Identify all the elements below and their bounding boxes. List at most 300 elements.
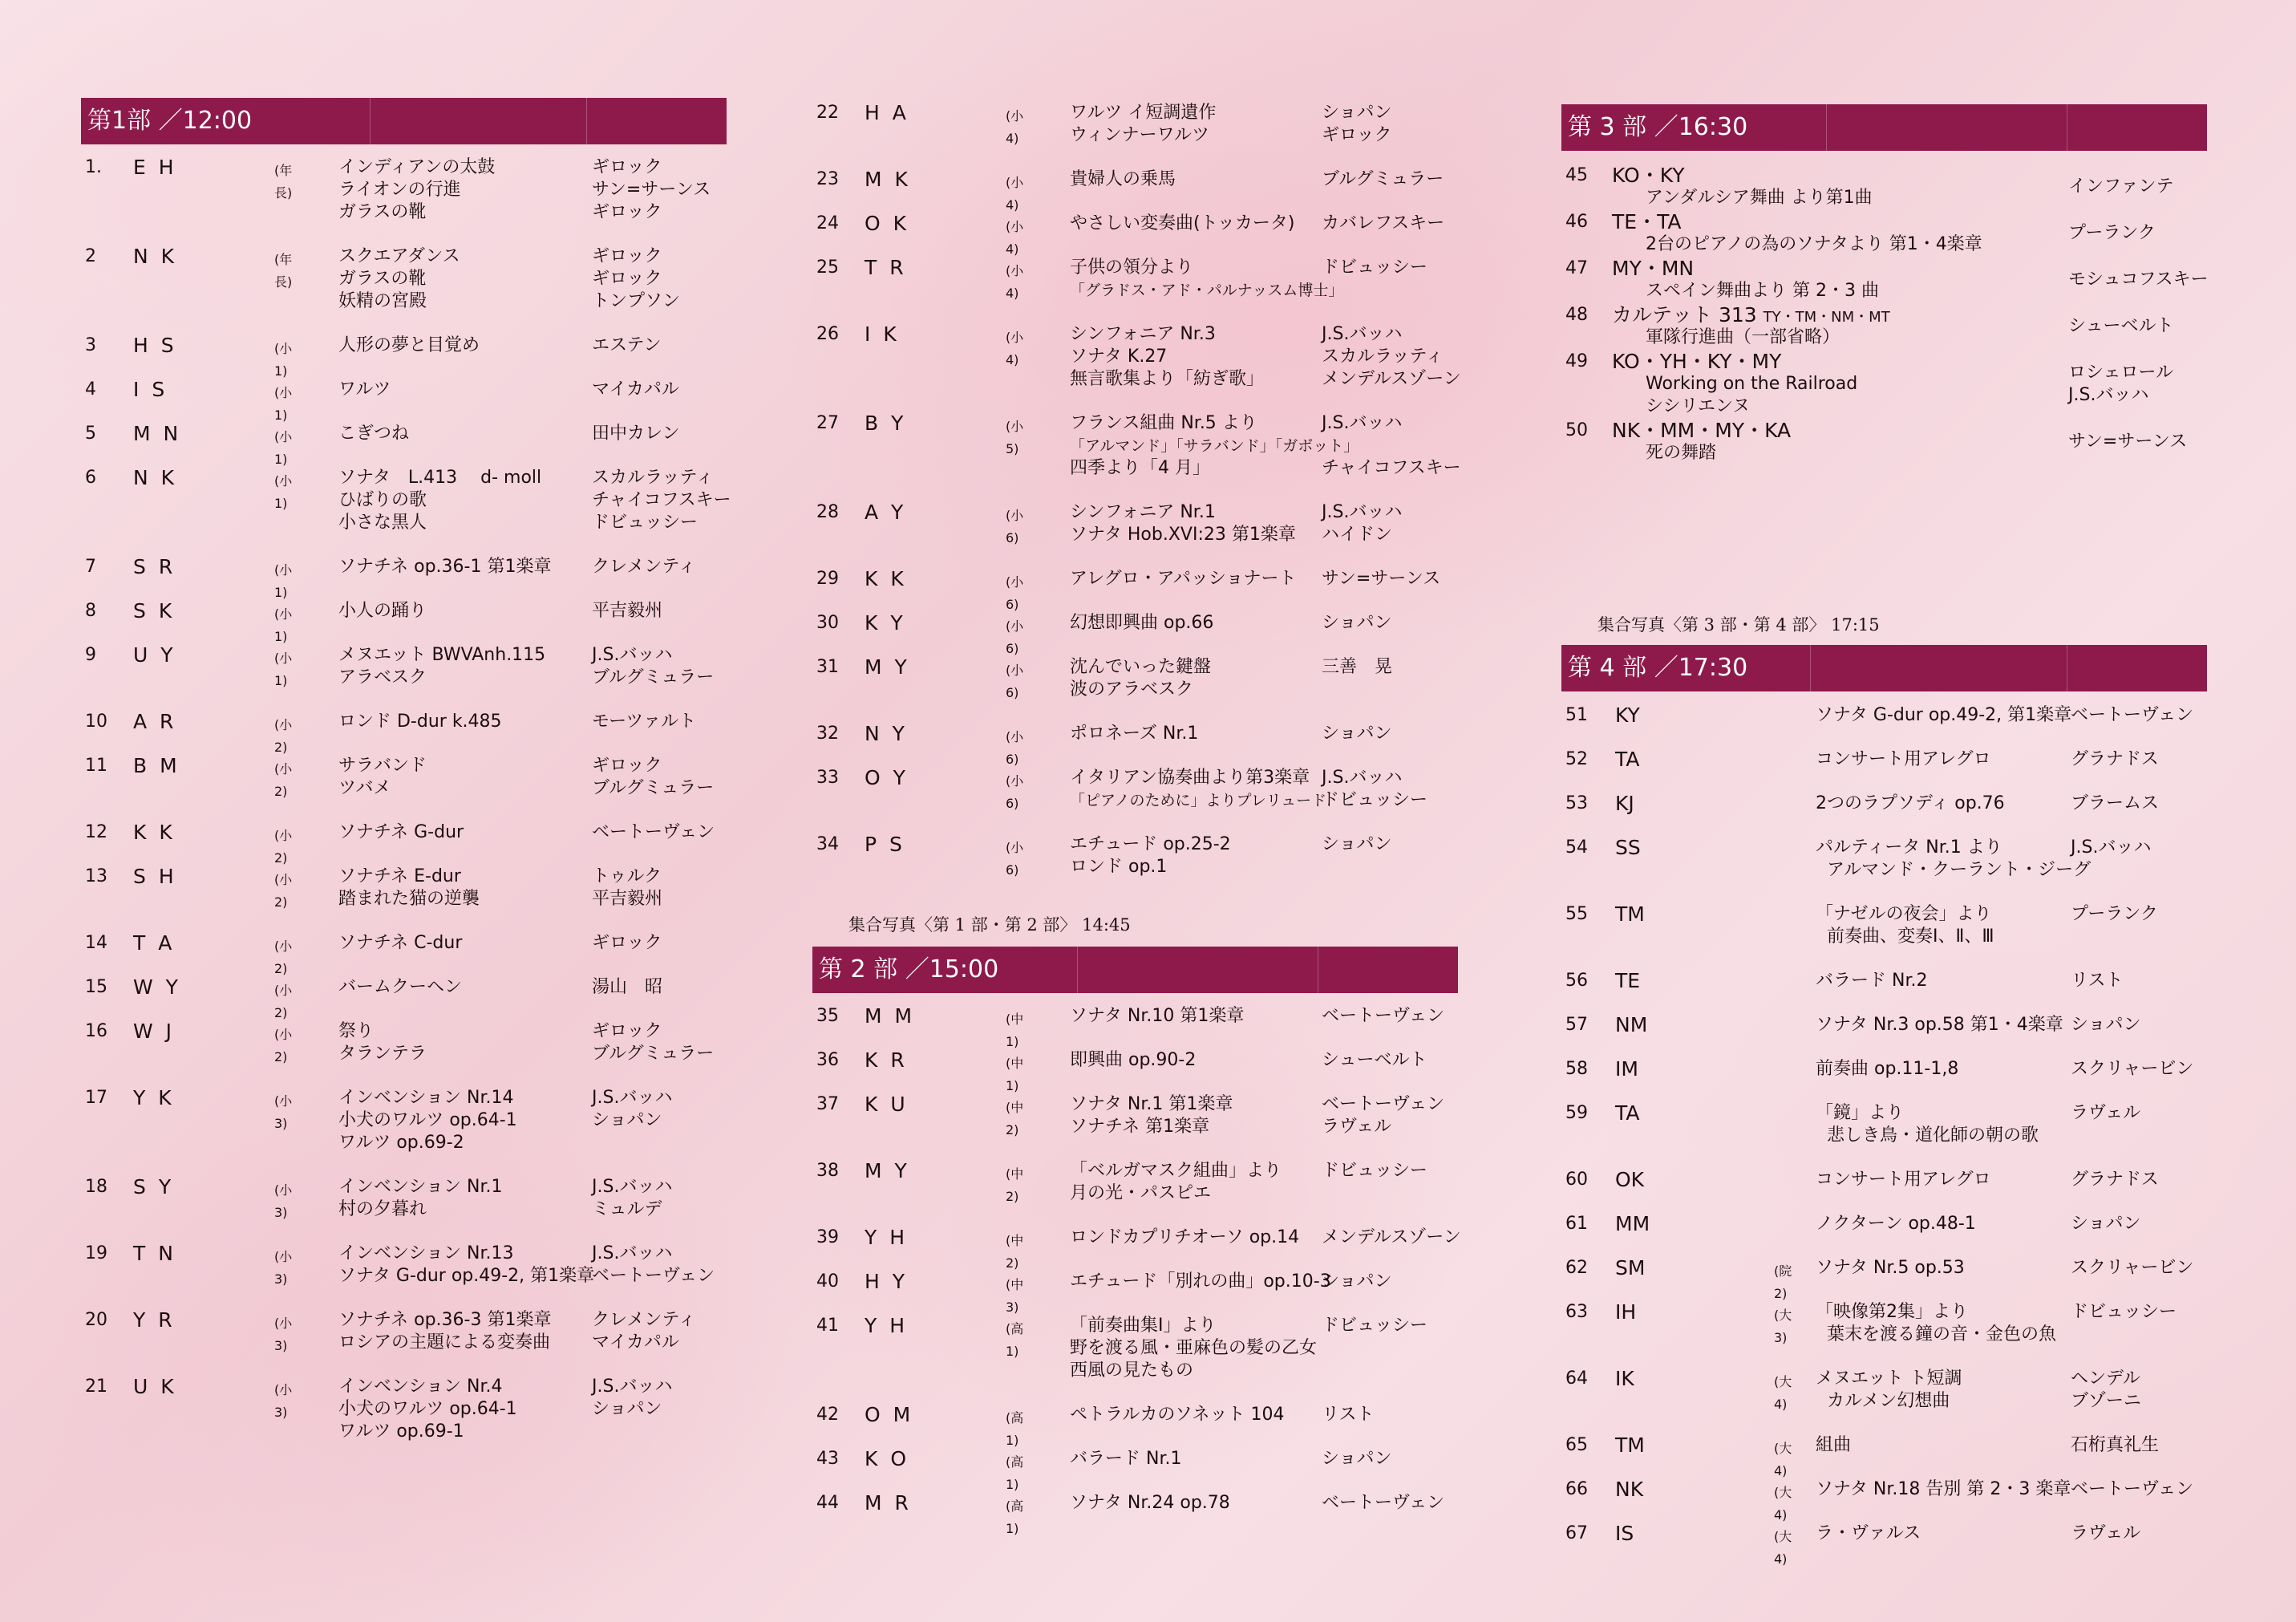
performer-initials <box>1615 1434 1645 1457</box>
piece-list <box>338 245 460 313</box>
composer-name: ブルグミュラー <box>592 667 715 687</box>
piece-title: やさしい変奏曲(トッカータ) <box>1070 213 1295 233</box>
entry-number: 60 <box>1565 1170 1588 1190</box>
performer-initials <box>133 976 181 999</box>
piece-list <box>1070 1049 1196 1072</box>
grade-label: (小 4) <box>1006 219 1024 257</box>
piece-list <box>1070 102 1216 147</box>
grade-label: (中 2) <box>1006 1100 1024 1137</box>
composer-name: ドビュッシー <box>592 513 699 533</box>
performer-initials-text: Y H <box>865 1226 909 1249</box>
piece-title: 沈んでいった鍵盤 <box>1070 657 1212 677</box>
piece-list <box>338 156 495 224</box>
piece-list <box>1070 1227 1299 1249</box>
group-photo-note-1: 集合写真〈第 1 部・第 2 部〉 14:45 <box>848 915 1131 935</box>
composer-list <box>1322 1093 1444 1138</box>
performer-initials-text: I K <box>865 322 900 346</box>
piece-list <box>338 821 464 844</box>
performer-initials-text: NM <box>1615 1013 1648 1036</box>
performer-initials <box>133 644 176 667</box>
piece-title: ソナチネ G-dur <box>338 822 464 842</box>
performer-initials-text: B M <box>133 754 180 777</box>
composer-name: ヘンデル <box>2071 1369 2140 1389</box>
performer-initials <box>865 767 909 789</box>
piece-title: 月の光・パスピエ <box>1070 1183 1212 1203</box>
piece-list <box>1816 1478 2071 1501</box>
performer-initials-text: O M <box>865 1403 914 1426</box>
composer-name: ギロック <box>592 269 662 289</box>
entry-number: 44 <box>816 1493 839 1513</box>
composer-list <box>592 335 661 357</box>
piece-list <box>338 866 480 910</box>
piece-title: ロンド op.1 <box>1070 857 1168 877</box>
composer-name: ブラームス <box>2071 793 2160 813</box>
entry-number: 53 <box>1565 793 1588 813</box>
performer-initials-text: H S <box>133 334 177 357</box>
composer-list <box>1322 568 1440 590</box>
performer-initials <box>1615 1301 1636 1324</box>
composer-name: ショパン <box>592 1399 662 1419</box>
performer-initials <box>865 1160 910 1182</box>
piece-list <box>1646 442 1716 464</box>
composer-name: カバレフスキー <box>1322 213 1445 233</box>
performer-initials <box>133 711 176 733</box>
performer-initials <box>1615 1102 1639 1125</box>
grade-label: (中 2) <box>1006 1166 1024 1204</box>
composer-list <box>592 644 714 689</box>
performer-initials-text: K R <box>865 1048 908 1072</box>
performer-initials <box>1612 420 1791 442</box>
piece-title: ソナタ L.413 d- moll <box>338 468 542 488</box>
composer-name: ショパン <box>2071 1015 2141 1035</box>
entry-number: 26 <box>816 324 839 344</box>
performer-initials-text: O Y <box>865 766 909 789</box>
composer-list <box>592 556 696 578</box>
grade-label: (中 3) <box>1006 1277 1024 1315</box>
section-header-part1 <box>81 98 727 144</box>
composer-name: ギロック <box>592 157 662 177</box>
piece-list <box>1646 280 1879 302</box>
composer-name: ドビュッシー <box>1322 790 1428 810</box>
piece-title: ロンドカプリチオーソ op.14 <box>1070 1227 1300 1247</box>
entry-number: 46 <box>1565 212 1588 232</box>
performer-initials <box>865 1005 915 1028</box>
entry-number: 56 <box>1565 971 1588 991</box>
performer-initials <box>865 1049 908 1072</box>
piece-title: ソナタ G-dur op.49-2, 第1楽章 <box>1816 705 2072 725</box>
piece-list <box>1070 1005 1244 1028</box>
composer-list <box>2071 1434 2159 1457</box>
performer-initials-text: N Y <box>865 722 908 745</box>
performer-initials <box>865 723 908 745</box>
piece-list <box>1070 1448 1181 1470</box>
composer-name: ブルグミュラー <box>592 1044 715 1064</box>
composer-name: ラヴェル <box>2071 1523 2141 1543</box>
performer-initials-text: M M <box>865 1004 916 1028</box>
piece-title: コンサート用アレグロ <box>1816 1170 1991 1190</box>
performer-initials-text: M R <box>865 1491 912 1515</box>
piece-list <box>1646 233 1982 256</box>
piece-title: 「アルマンド」「サラバンド」「ガボット」 <box>1070 437 1359 455</box>
piece-list <box>338 335 480 357</box>
entry-number: 16 <box>85 1021 107 1041</box>
performer-initials-text: TA <box>1615 748 1640 771</box>
composer-list <box>2071 1014 2141 1036</box>
performer-initials-text: Y K <box>133 1086 175 1109</box>
composer-name: ショパン <box>1322 834 1392 854</box>
entry-number: 39 <box>816 1227 839 1247</box>
piece-title: ソナチネ 第1楽章 <box>1070 1117 1210 1137</box>
piece-title: シンフォニア Nr.1 <box>1070 502 1216 522</box>
performer-initials <box>133 1243 176 1265</box>
composer-list <box>2071 1301 2177 1346</box>
piece-title: 西風の見たもの <box>1070 1360 1194 1381</box>
composer-list <box>1322 168 1444 191</box>
grade-label: (小1) <box>274 385 293 423</box>
piece-list <box>338 1176 502 1221</box>
composer-name: ブゾーニ <box>2071 1391 2142 1411</box>
entry-number: 43 <box>816 1449 839 1469</box>
piece-list <box>338 755 427 800</box>
entry-number: 9 <box>85 645 96 665</box>
piece-list <box>1070 323 1264 391</box>
composer-list <box>2071 1058 2193 1081</box>
piece-list <box>1646 373 1857 418</box>
entry-number: 35 <box>816 1006 839 1026</box>
piece-title: 小人の踊り <box>338 601 427 621</box>
composer-name: シューベルト <box>2068 316 2174 336</box>
performer-initials-text: A Y <box>865 501 907 524</box>
piece-list <box>338 932 462 955</box>
piece-title: ワルツ <box>338 379 391 399</box>
performer-initials <box>1615 1213 1650 1235</box>
piece-title: 小犬のワルツ op.64-1 <box>338 1110 517 1130</box>
piece-title: ペトラルカのソネット 104 <box>1070 1405 1285 1425</box>
grade-label: (大 4) <box>1774 1374 1792 1412</box>
composer-list <box>1322 323 1461 391</box>
piece-title: スクエアダンス <box>338 246 460 266</box>
piece-list <box>1070 1404 1284 1426</box>
performer-initials <box>133 1309 176 1332</box>
performer-initials <box>1615 748 1639 771</box>
piece-title: ソナチネ E-dur <box>338 866 461 886</box>
performer-initials-text: H Y <box>865 1270 909 1293</box>
composer-name: ギロック <box>592 1021 662 1041</box>
performer-initials-text: A R <box>133 710 177 733</box>
piece-title: 前奏曲 op.11-1,8 <box>1816 1059 1959 1079</box>
piece-title: 祭り <box>338 1021 375 1041</box>
performer-initials-text: Y R <box>133 1308 176 1332</box>
piece-title: ソナチネ C-dur <box>338 933 463 953</box>
grade-label: (小2) <box>274 872 293 910</box>
composer-name: ハイドン <box>1322 525 1393 545</box>
entry-number: 15 <box>85 977 107 997</box>
piece-title: 子供の領分より <box>1070 257 1194 278</box>
piece-title: ワルツ op.69-2 <box>338 1133 464 1153</box>
performer-initials <box>865 1315 908 1337</box>
piece-title: ソナタ Nr.10 第1楽章 <box>1070 1006 1245 1026</box>
piece-title: コンサート用アレグロ <box>1816 749 1991 769</box>
composer-name <box>1322 435 1461 457</box>
grade-label: (小 4) <box>1006 330 1024 367</box>
piece-title: 即興曲 op.90-2 <box>1070 1050 1197 1070</box>
performer-members: TY・TM・NM・MT <box>1763 309 1890 326</box>
grade-label: (小1) <box>274 606 293 644</box>
entry-number: 11 <box>85 756 107 776</box>
composer-name: プーランク <box>2068 223 2156 243</box>
performer-initials-text: IH <box>1615 1300 1637 1324</box>
grade-label: (年長) <box>274 163 293 201</box>
performer-initials <box>133 866 177 888</box>
piece-title: インベンション Nr.4 <box>338 1377 503 1397</box>
piece-list <box>1070 656 1211 701</box>
composer-list <box>592 600 662 622</box>
performer-initials-text: T R <box>865 256 907 279</box>
performer-initials-text: カルテット 313 <box>1612 303 1757 326</box>
piece-title: ラ・ヴァルス <box>1816 1523 1921 1543</box>
piece-title: フランス組曲 Nr.5 より <box>1070 413 1257 433</box>
piece-title: メヌエット ト短調 <box>1816 1369 1962 1389</box>
performer-initials-text: U K <box>133 1375 177 1398</box>
piece-list <box>338 379 391 401</box>
piece-list <box>1816 1368 1962 1413</box>
composer-name: J.S.バッハ <box>592 1177 673 1197</box>
composer-list <box>2071 970 2124 992</box>
grade-label: (小2) <box>274 761 293 799</box>
piece-list <box>1816 1434 1851 1457</box>
composer-name: J.S.バッハ <box>592 645 673 665</box>
piece-list <box>338 644 545 689</box>
grade-label: (大 4) <box>1774 1529 1792 1567</box>
entry-number: 33 <box>816 768 839 788</box>
performer-initials <box>865 102 909 124</box>
piece-title: ライオンの行進 <box>338 180 461 200</box>
piece-title: スペイン舞曲より 第 2・3 曲 <box>1646 281 1879 301</box>
composer-name <box>2071 1125 2140 1147</box>
piece-title: アルマンド・クーラント・ジーグ <box>1827 860 2092 880</box>
composer-name <box>1322 1182 1427 1205</box>
performer-initials <box>1615 1368 1634 1390</box>
performer-initials-text: M Y <box>865 1159 910 1182</box>
composer-list <box>1322 833 1392 878</box>
entry-number: 55 <box>1565 904 1588 924</box>
composer-name: ドビュッシー <box>1322 1316 1428 1336</box>
performer-initials-text: K U <box>865 1093 909 1116</box>
composer-list <box>1322 1448 1392 1470</box>
piece-title: アンダルシア舞曲 より第1曲 <box>1646 188 1873 208</box>
grade-label: (小3) <box>274 1249 293 1287</box>
composer-name: サン=サーンス <box>592 180 711 200</box>
composer-name: モシュコフスキー <box>2068 270 2209 290</box>
piece-list <box>1070 723 1198 745</box>
entry-number: 14 <box>85 933 107 953</box>
composer-list <box>592 1309 696 1354</box>
performer-initials <box>1615 1523 1634 1545</box>
piece-title: 無言歌集より「紡ぎ歌」 <box>1070 369 1265 389</box>
piece-title: 死の舞踏 <box>1646 443 1717 463</box>
entry-number: 61 <box>1565 1214 1588 1234</box>
composer-list <box>592 1376 672 1443</box>
piece-title: こぎつね <box>338 424 410 444</box>
composer-list <box>1322 1227 1461 1249</box>
grade-label: (高1) <box>1006 1498 1024 1536</box>
composer-name: ショパン <box>1322 1271 1392 1292</box>
entry-number: 21 <box>85 1377 107 1397</box>
piece-list <box>1816 1213 1976 1235</box>
composer-name: メンデルスゾーン <box>1322 369 1461 389</box>
piece-title: ノクターン op.48-1 <box>1816 1214 1976 1234</box>
entry-number: 5 <box>85 424 96 444</box>
entry-number: 59 <box>1565 1103 1588 1123</box>
entry-number: 8 <box>85 601 96 621</box>
piece-title: ソナタ Nr.3 op.58 第1・4楽章 <box>1816 1015 2063 1035</box>
performer-initials <box>865 412 906 435</box>
performer-initials <box>865 1227 908 1249</box>
composer-list <box>1322 1049 1427 1072</box>
piece-title: ソナタ Nr.5 op.53 <box>1816 1258 1965 1278</box>
composer-list <box>592 976 662 999</box>
piece-list <box>1070 1093 1233 1138</box>
composer-list <box>2071 1169 2159 1191</box>
entry-number: 66 <box>1565 1479 1588 1499</box>
piece-title: 「映像第2集」より <box>1816 1302 1968 1322</box>
piece-title: エチュード「別れの曲」op.10-3 <box>1070 1271 1331 1292</box>
entry-number: 13 <box>85 866 107 886</box>
performer-initials-text: S H <box>133 865 177 888</box>
performer-initials <box>133 556 176 578</box>
grade-label: (大 3) <box>1774 1308 1792 1345</box>
composer-list <box>592 1176 672 1221</box>
composer-name: チャイコフスキー <box>592 490 731 510</box>
entry-number: 37 <box>816 1094 839 1114</box>
piece-list <box>1070 168 1176 191</box>
performer-initials-text: T A <box>133 931 176 955</box>
piece-title: 2台のピアノの為のソナタより 第1・4楽章 <box>1646 234 1982 254</box>
piece-title: ワルツ イ短調遺作 <box>1070 103 1217 123</box>
composer-name: ベートーヴェン <box>1322 1493 1445 1513</box>
piece-title: サラバンド <box>338 756 427 776</box>
piece-list <box>1816 1102 2039 1147</box>
piece-list <box>1816 1169 1991 1191</box>
piece-list <box>1816 903 1994 948</box>
performer-initials-text: T N <box>133 1242 176 1265</box>
composer-name: 田中カレン <box>592 424 680 444</box>
composer-list <box>2068 315 2174 338</box>
composer-list <box>1322 1404 1375 1426</box>
composer-name: ショパン <box>2071 1214 2141 1234</box>
performer-initials-text: H A <box>865 101 909 124</box>
piece-title: 「ベルガマスク組曲」より <box>1070 1161 1282 1181</box>
piece-title: ソナチネ op.36-1 第1楽章 <box>338 557 552 577</box>
composer-name: ラヴェル <box>1322 1117 1392 1137</box>
composer-name: ベートーヴェン <box>2071 705 2194 725</box>
piece-title: パルティータ Nr.1 より <box>1816 837 2002 858</box>
piece-list <box>1816 1014 2063 1036</box>
composer-name: J.S.バッハ <box>1322 413 1403 433</box>
performer-initials-text: IS <box>1615 1522 1634 1545</box>
piece-title: 組曲 <box>1816 1435 1852 1455</box>
performer-initials-text: MY・MN <box>1612 257 1695 280</box>
entry-number: 57 <box>1565 1015 1588 1035</box>
composer-name: 湯山 昭 <box>592 977 663 997</box>
composer-list <box>2068 222 2156 245</box>
performer-initials <box>1615 1014 1647 1036</box>
composer-list <box>592 1243 715 1287</box>
entry-number: 32 <box>816 724 839 744</box>
piece-title: ガラスの靴 <box>338 269 427 289</box>
entry-number: 65 <box>1565 1435 1588 1455</box>
piece-list <box>338 976 462 999</box>
performer-initials-text: TA <box>1615 1101 1640 1125</box>
entry-number: 58 <box>1565 1059 1588 1079</box>
grade-label: (小 4) <box>1006 263 1024 301</box>
piece-title: 「グラドス・アド・パルナッスム博士」 <box>1070 282 1344 299</box>
performer-initials-text: Y H <box>865 1314 909 1337</box>
composer-list <box>2071 1257 2193 1279</box>
piece-title: ウィンナーワルツ <box>1070 125 1210 145</box>
entry-number: 29 <box>816 569 839 589</box>
piece-title: 悲しき鳥・道化師の朝の歌 <box>1827 1125 2039 1146</box>
composer-name: 三善 晃 <box>1322 657 1393 677</box>
entry-number: 62 <box>1565 1258 1588 1278</box>
piece-title: 軍隊行進曲（一部省略） <box>1646 327 1840 347</box>
performer-initials <box>1615 837 1641 859</box>
piece-list <box>338 423 409 445</box>
piece-title: シシリエンヌ <box>1646 396 1751 416</box>
composer-list <box>1322 656 1392 701</box>
entry-number: 48 <box>1565 305 1588 325</box>
piece-title: 前奏曲、変奏Ⅰ、Ⅱ、Ⅲ <box>1827 927 1994 947</box>
grade-label: (小1) <box>274 651 293 688</box>
performer-initials <box>1615 793 1634 815</box>
piece-list <box>1816 837 2091 882</box>
composer-list <box>2071 793 2159 815</box>
performer-initials <box>133 600 175 622</box>
piece-title: ロシアの主題による変奏曲 <box>338 1332 551 1352</box>
performer-initials-text: KO・KY <box>1612 164 1685 187</box>
section-header-part4 <box>1561 645 2207 691</box>
performer-initials-text: NK・MM・MY・KA <box>1612 419 1792 442</box>
grade-label: (高1) <box>1006 1410 1024 1448</box>
piece-title: ガラスの靴 <box>338 202 427 222</box>
composer-name: ベートーヴェン <box>1322 1006 1445 1026</box>
piece-list <box>1070 1315 1317 1382</box>
composer-list <box>2071 1478 2193 1501</box>
piece-title: インベンション Nr.14 <box>338 1088 514 1108</box>
piece-title: 小さな黒人 <box>338 513 427 533</box>
piece-list <box>338 711 502 733</box>
grade-label: (小1) <box>274 341 293 379</box>
grade-label: (小3) <box>274 1093 293 1131</box>
piece-title: 「前奏曲集Ⅰ」より <box>1070 1316 1217 1336</box>
section-title: 第 2 部 ／15:00 <box>819 955 999 983</box>
entry-number: 20 <box>85 1310 107 1330</box>
composer-name: J.S.バッハ <box>592 1377 673 1397</box>
piece-title: インディアンの太鼓 <box>338 157 496 177</box>
piece-title: カルメン幻想曲 <box>1827 1391 1950 1411</box>
group-photo-note-2: 集合写真〈第 3 部・第 4 部〉 17:15 <box>1597 615 1880 635</box>
entry-number: 3 <box>85 335 96 355</box>
grade-label: (小 6) <box>1006 840 1024 878</box>
piece-title: 人形の夢と目覚め <box>338 335 480 355</box>
section-header-part3 <box>1561 104 2207 151</box>
piece-title: シンフォニア Nr.3 <box>1070 324 1216 344</box>
entry-number: 67 <box>1565 1523 1588 1543</box>
grade-label: (高1) <box>1006 1454 1024 1492</box>
composer-name: ベートーヴェン <box>1322 1094 1445 1114</box>
piece-list <box>1070 501 1296 546</box>
composer-name: インファンテ <box>2068 176 2174 197</box>
